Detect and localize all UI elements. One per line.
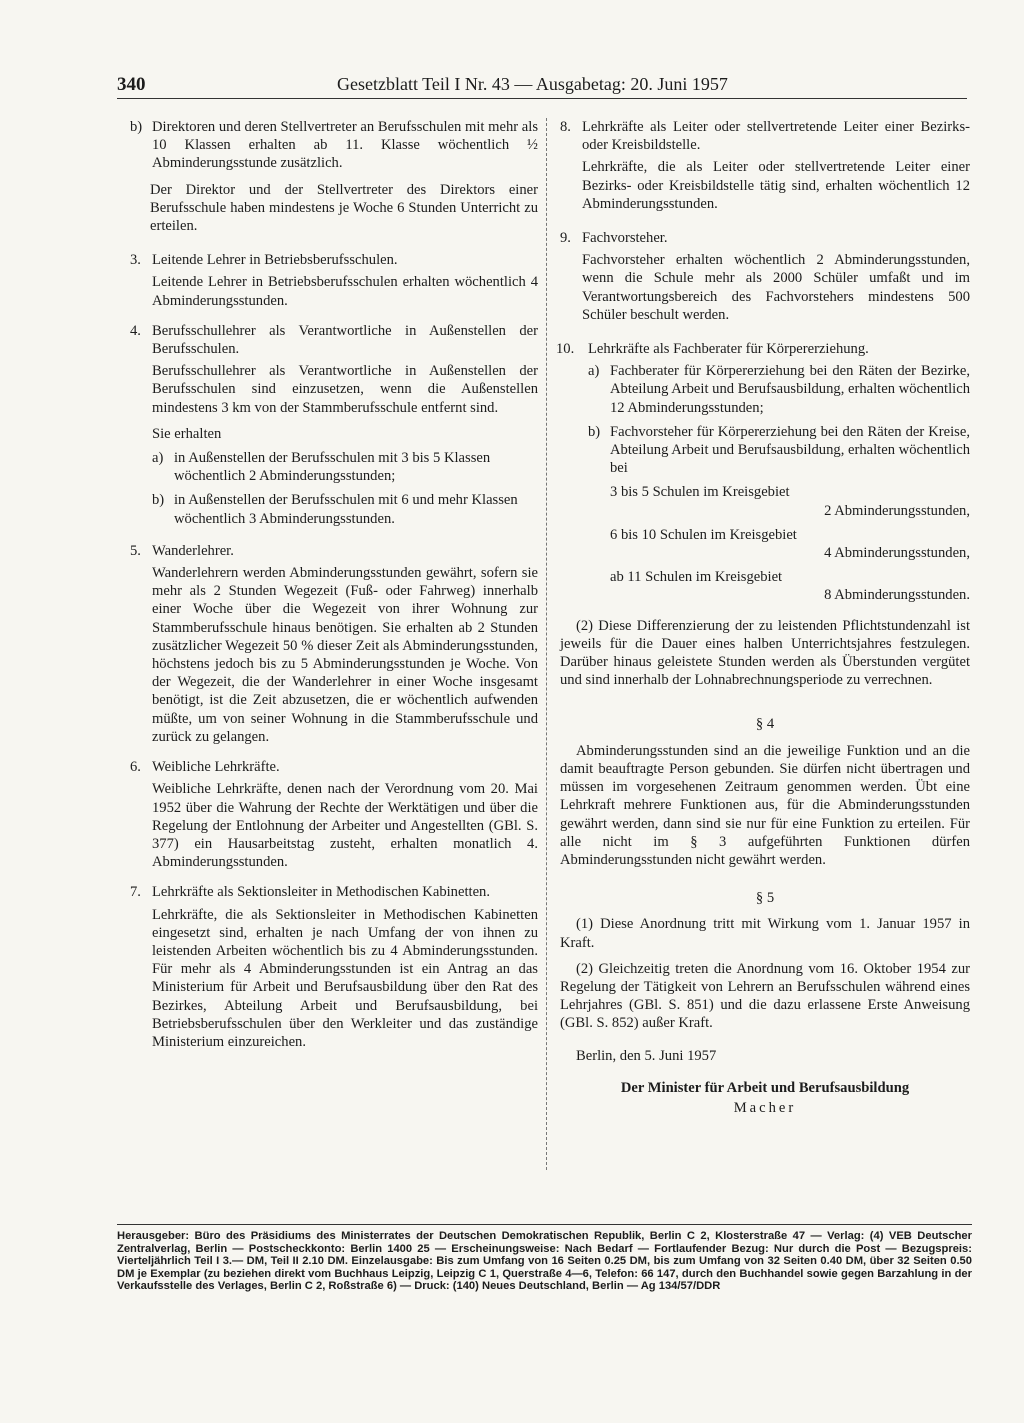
item-5 <box>130 542 538 746</box>
item-6-text: Weibliche Lehrkräfte, denen nach der Verordnung vom 20. Mai 1952 über die Wahrung der Rechte der Werktätigen und über die Regelung der Entlohnung der Arbeiter und Angestellten (GBl. S. 377) ein Hausarbeitstag zusteht, erhalten monatlich 4. Abminderungsstunden. <box>152 781 538 871</box>
signatory-name: Macher <box>733 1099 797 1116</box>
schedule-row-3 <box>610 568 970 604</box>
item-9 <box>560 229 970 324</box>
schedule-row-3-value: 8 Abminderungsstunden. <box>824 587 970 604</box>
column-divider <box>546 118 547 1170</box>
item-4 <box>130 322 538 528</box>
paragraph-3-2: (2) Diese Differenzierung der zu leistenden Pflichtstundenzahl ist jeweils für die Dauer eines halben Unterrichtsjahres festzulegen. Darüber hinaus geleistete Stunden werden als Überstunden vergütet und sind innerhalb der Lohnabrechnungsperiode zu verrechnen. <box>560 617 970 689</box>
item-4-intro: Sie erhalten <box>152 425 222 442</box>
item-9-number: 9. <box>560 230 571 247</box>
item-9-heading: Fachvorsteher. <box>582 230 668 247</box>
item-10a <box>588 362 970 417</box>
page-header <box>117 74 967 100</box>
section-5-paragraph-2: (2) Gleichzeitig treten die Anordnung vom 16. Oktober 1954 zur Regelung der Tätigkeit von Lehrern an Berufsschulen während eines Lehrjahres (GBl. S. 851) und die dazu erlassene Erste Anweisung (GBl. S. 852) außer Kraft. <box>560 960 970 1032</box>
item-4b-text2: wöchentlich 3 Abminderungsstunden. <box>174 510 395 527</box>
item-10b-label: b) <box>588 423 601 440</box>
item-8 <box>560 118 970 213</box>
item-4a-text2: wöchentlich 2 Abminderungsstunden; <box>174 468 396 485</box>
item-8-heading: Lehrkräfte als Leiter oder stellvertretende Leiter einer Bezirks- oder Kreisbildstelle. <box>582 119 970 154</box>
item-7-heading: Lehrkräfte als Sektionsleiter in Methodischen Kabinetten. <box>152 884 490 901</box>
schedule-row-1 <box>610 483 970 519</box>
signatory-title: Der Minister für Arbeit und Berufsausbildung <box>620 1079 910 1096</box>
item-3-heading: Leitende Lehrer in Betriebsberufsschulen. <box>152 252 398 269</box>
item-10 <box>556 340 970 605</box>
header-rule <box>117 98 967 99</box>
item-6 <box>130 758 538 871</box>
item-8-number: 8. <box>560 119 571 135</box>
footer-rule <box>117 1224 972 1225</box>
item-7-number: 7. <box>130 884 141 901</box>
schedule-row-2 <box>610 526 970 562</box>
item-10-heading: Lehrkräfte als Fachberater für Körpererziehung. <box>588 341 869 358</box>
item-4-number: 4. <box>130 322 141 339</box>
item-4b <box>152 491 538 527</box>
gazette-title: Gesetzblatt Teil I Nr. 43 — Ausgabetag: 20. Juni 1957 <box>337 74 728 94</box>
page-number: 340 <box>117 74 146 95</box>
left-column <box>130 118 538 1063</box>
item-5-number: 5. <box>130 542 141 559</box>
item-4b-label: b) <box>152 492 165 509</box>
item-4-text: Berufsschullehrer als Verantwortliche in Außenstellen der Berufsschulen sind einzusetzen, wenn die Außenstellen mindestens 3 km von der Stammberufsschule entfernt sind. <box>152 363 538 416</box>
item-4-heading: Berufsschullehrer als Verantwortliche in Außenstellen der Berufsschulen. <box>152 322 538 358</box>
item-8-text: Lehrkräfte, die als Leiter oder stellvertretende Leiter einer Bezirks- oder Kreisbildstelle tätig sind, erhalten wöchentlich 12 Abminderungsstunden. <box>582 159 970 212</box>
section-5-paragraph-1: (1) Diese Anordnung tritt mit Wirkung vom 1. Januar 1957 in Kraft. <box>560 916 970 951</box>
item-2b <box>130 118 538 235</box>
item-6-heading: Weibliche Lehrkräfte. <box>152 759 280 776</box>
item-10b-text: Fachvorsteher für Körpererziehung bei den Räten der Kreise, Abteilung Arbeit und Berufsausbildung, erhalten wöchentlich bei <box>610 423 970 477</box>
section-4-heading: § 4 <box>755 716 775 733</box>
item-4a <box>152 449 538 485</box>
publisher-imprint: Herausgeber: Büro des Präsidiums des Ministerrates der Deutschen Demokratischen Republik, Berlin C 2, Klosterstraße 47 — Verlag: (4) VEB Deutscher Zentralverlag, Berlin — Postscheckkonto: Berlin 1400 25 — Erscheinungsweise: Nach Bedarf — Fortlaufender Bezug: Nur durch die Post — Bezugspreis: Vierteljährlich Teil I 3.— DM, Teil II 2.10 DM. Einzelausgabe: Bis zum Umfang von 16 Seiten 0.25 DM, bis zum Umfang von 32 Seiten 0.40 DM, über 32 Seiten 0.50 DM je Exemplar (zu beziehen direkt vom Buchhaus Leipzig, Leipzig C 1, Querstraße 4—6, Telefon: 66 147, durch den Buchhandel sowie gegen Barzahlung in der Verkaufsstelle des Verlages, Berlin C 2, Roßstraße 6) — Druck: (140) Neues Deutschland, Berlin — Ag 134/57/DDR <box>117 1230 972 1293</box>
item-3 <box>130 251 538 310</box>
item-4a-label: a) <box>152 450 164 467</box>
right-column <box>556 118 970 1117</box>
schedule-row-2-label: 6 bis 10 Schulen im Kreisgebiet <box>610 526 797 543</box>
schedule-row-2-value: 4 Abminderungsstunden, <box>824 545 970 562</box>
item-10a-text: Fachberater für Körpererziehung bei den Räten der Bezirke, Abteilung Arbeit und Berufsausbildung, erhalten wöchentlich 12 Abminderungsstunden; <box>610 363 970 416</box>
item-10a-label: a) <box>588 363 600 380</box>
schedule-row-1-label: 3 bis 5 Schulen im Kreisgebiet <box>610 484 790 501</box>
item-4b-text: in Außenstellen der Berufsschulen mit 6 und mehr Klassen <box>174 492 518 509</box>
schedule-row-1-value: 2 Abminderungsstunden, <box>824 502 970 519</box>
item-7 <box>130 883 538 1051</box>
item-4a-text: in Außenstellen der Berufsschulen mit 3 bis 5 Klassen <box>174 450 491 467</box>
item-2b-para: Der Direktor und der Stellvertreter des Direktors einer Berufsschule haben mindestens je Woche 6 Stunden Unterricht zu erteilen. <box>150 181 538 235</box>
item-6-number: 6. <box>130 759 141 776</box>
item-7-text: Lehrkräfte, die als Sektionsleiter in Methodischen Kabinetten eingesetzt sind, erhalten je nach Umfang der von ihnen zu leistenden Arbeiten wöchentlich bis zu 4 Abminderungsstunden. Für mehr als 4 Abminderungsstunden ist ein Antrag an das Ministerium für Arbeit und Berufsausbildung über den Rat des Bezirkes, Abteilung Arbeit und Berufsausbildung, bei Betriebsberufsschulen über den Werkleiter und das zuständige Ministerium einzureichen. <box>152 906 538 1050</box>
item-5-heading: Wanderlehrer. <box>152 542 234 559</box>
item-5-text: Wanderlehrern werden Abminderungsstunden gewährt, sofern sie mehr als 2 Stunden Wegezeit (Fuß- oder Fahrweg) innerhalb einer Woche über die Wegezeit von ihrer Wohnung zur Stammberufsschule hinaus benötigen. Sie erhalten ab 2 Stunden zusätzlicher Wegezeit 50 % dieser Zeit als Abminderungsstunden, höchstens jedoch bis zu 5 Abminderungsstunden je Woche. Von der Wegezeit, die der Wanderlehrer in einer Woche insgesamt benötigt, ist die Zeit abzusetzen, die er wöchentlich aufwenden müßte, um von seiner Wohnung in die Stammberufsschule und zurück zu gelangen. <box>152 565 538 745</box>
item-9-text: Fachvorsteher erhalten wöchentlich 2 Abminderungsstunden, wenn die Schule mehr als 2000 Schüler umfaßt und im Verantwortungsbereich des Fachvorstehers mindestens 500 Schüler beschult werden. <box>582 252 970 323</box>
schedule-row-3-label: ab 11 Schulen im Kreisgebiet <box>610 569 783 586</box>
section-5-heading: § 5 <box>755 890 775 907</box>
place-and-date: Berlin, den 5. Juni 1957 <box>576 1047 717 1064</box>
item-3-text: Leitende Lehrer in Betriebsberufsschulen erhalten wöchentlich 4 Abminderungsstunden. <box>152 274 538 309</box>
section-4-text: Abminderungsstunden sind an die jeweilige Funktion und an die damit beauftragte Person gebunden. Sie dürfen nicht übertragen und müssen im vorgesehenen Zeitraum genommen werden. Übt eine Lehrkraft mehrere Funktionen aus, für die Abminderungsstunden gewährt werden, dann sind sie nur für eine Funktion zu erteilen. Für alle nicht im § 3 aufgeführten Funktionen dürfen Abminderungsstunden nicht gewährt werden. <box>560 742 970 868</box>
item-2b-label: b) <box>130 119 143 135</box>
item-2b-text: Direktoren und deren Stellvertreter an Berufsschulen mit mehr als 10 Klassen erhalten ab 11. Klasse wöchentlich ½ Abminderungsstunde zusätzlich. <box>152 119 538 172</box>
item-10-number: 10. <box>556 341 575 358</box>
item-10b <box>588 423 970 605</box>
item-3-number: 3. <box>130 252 141 269</box>
